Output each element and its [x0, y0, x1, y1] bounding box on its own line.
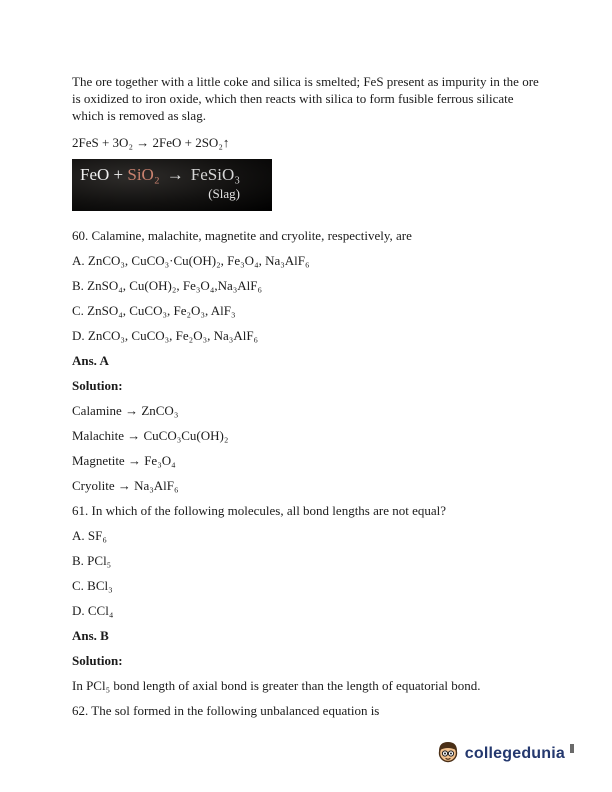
slag-arrow: → [166, 165, 184, 184]
q60-question: 60. Calamine, malachite, magnetite and cryolite, respectively, are [72, 228, 412, 243]
q61-answer: Ans. B [72, 628, 109, 643]
q60-option-b: B. ZnSO₄, Cu(OH)₂, Fe₃O₄,Na₃AlF₆ [72, 278, 263, 293]
slag-reactant-sio2: SiO₂ [127, 165, 160, 184]
q61-question: 61. In which of the following molecules, all bond lengths are not equal? [72, 503, 447, 518]
collegedunia-logo-text: collegedunia [464, 745, 565, 762]
intro-paragraph: The ore together with a little coke and silica is smelted; FeS present as impurity in the ore is oxidized to iron oxide, which then reacts with silica to form fusible ferrous silicate which is removed as slag. [72, 74, 539, 123]
slag-reaction-image [72, 159, 272, 211]
q61-option-c: C. BCl₃ [72, 578, 113, 593]
q60-option-a: A. ZnCO₃, CuCO₃·Cu(OH)₂, Fe₃O₄, Na₃AlF₆ [72, 253, 310, 268]
slag-reactant-feo: FeO + [80, 165, 128, 184]
collegedunia-logo [435, 740, 574, 768]
logo-registered-mark [570, 744, 574, 753]
slag-label: (Slag) [208, 186, 240, 201]
equation-line: 2FeS + 3O₂ → 2FeO + 2SO₂↑ [72, 135, 230, 150]
q60-option-c: C. ZnSO₄, CuCO₃, Fe₂O₃, AlF₃ [72, 303, 236, 318]
slag-reaction-equation [80, 164, 262, 186]
q61-option-b: B. PCl₅ [72, 553, 112, 568]
q61-option-a: A. SF₆ [72, 528, 107, 543]
q60-solution-line-magnetite: Magnetite → Fe₃O₄ [72, 453, 176, 468]
q60-solution-line-cryolite: Cryolite → Na₃AlF₆ [72, 478, 179, 493]
slag-product-fesio3: FeSiO₃ [190, 165, 241, 184]
q61-solution-text: In PCl₅ bond length of axial bond is greater than the length of equatorial bond. [72, 678, 481, 693]
q60-solution-line-calamine: Calamine → ZnCO₃ [72, 403, 179, 418]
q60-solution-label: Solution: [72, 378, 123, 393]
q61-option-d: D. CCl₄ [72, 603, 114, 618]
q60-option-d: D. ZnCO₃, CuCO₃, Fe₂O₃, Na₃AlF₆ [72, 328, 259, 343]
q60-solution-line-malachite: Malachite → CuCO₃Cu(OH)₂ [72, 428, 229, 443]
collegedunia-mascot-icon [435, 740, 461, 768]
q60-answer: Ans. A [72, 353, 109, 368]
q62-question: 62. The sol formed in the following unbalanced equation is [72, 703, 380, 718]
q61-solution-label: Solution: [72, 653, 123, 668]
